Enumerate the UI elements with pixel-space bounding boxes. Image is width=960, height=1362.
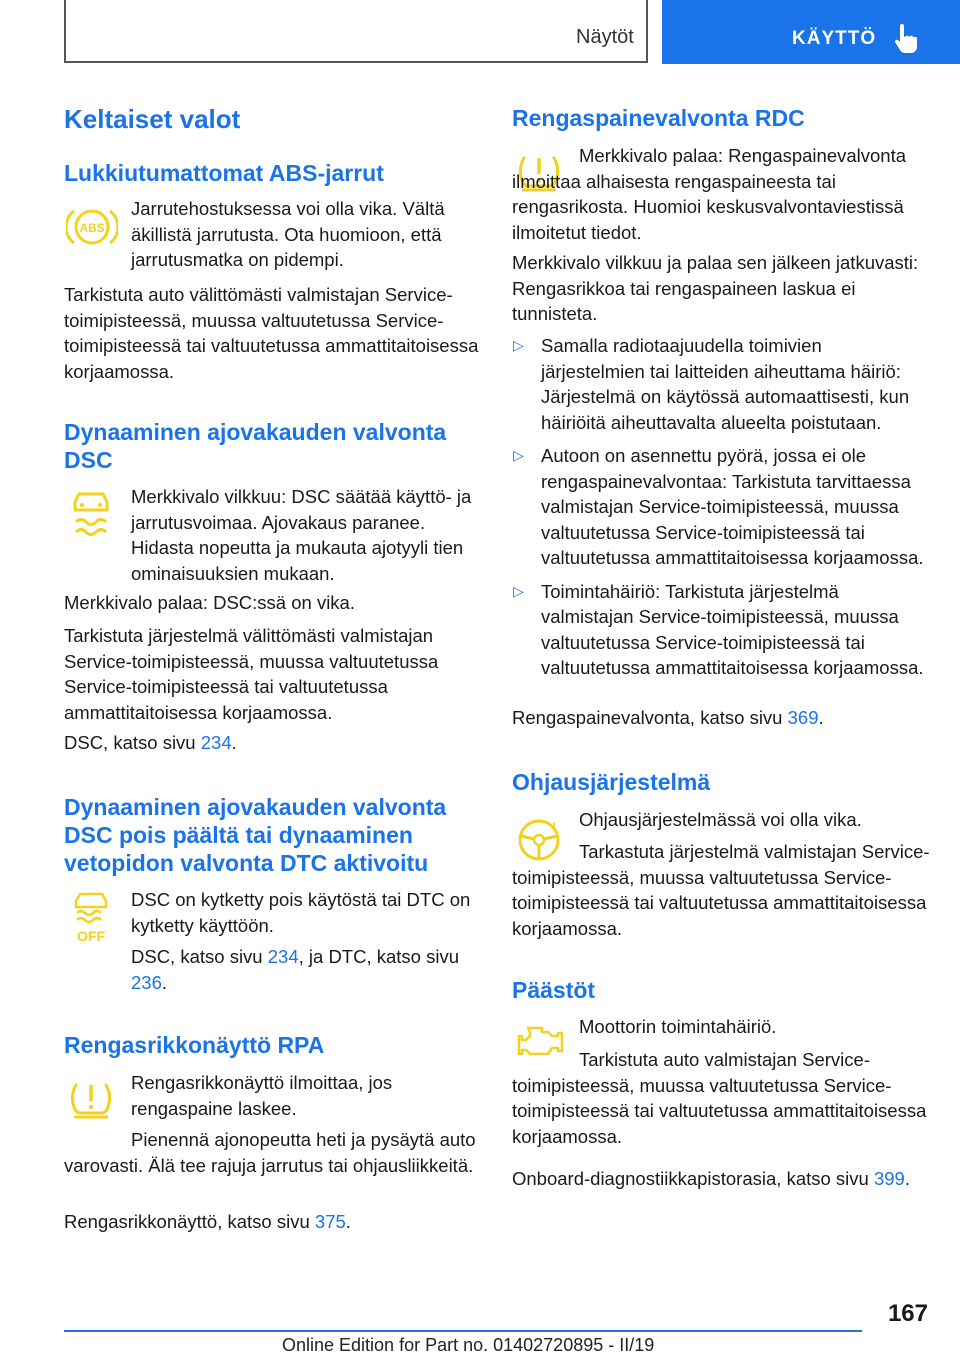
emissions-heading: Päästöt xyxy=(512,977,596,1003)
rdc-bullet-list xyxy=(512,333,930,689)
rdc-paragraph-2: Merkkivalo vilkkuu ja palaa sen jälkeen jatkuvasti: Rengasrikkoa tai rengaspaineen laskua ei tunnisteta. xyxy=(512,252,919,324)
rdc-bullet-1-text: Samalla radiotaajuudella toimivien järjestelmien tai laitteiden aiheuttama häiriö: Järjestelmä on käytössä automaattisesti, kun häiriöitä aiheuttavalta alueelta poistutaan. xyxy=(541,335,910,433)
dsc-off-ref-mid: , ja DTC, katso sivu xyxy=(298,946,460,967)
bullet-triangle-icon: ▷ xyxy=(513,447,524,463)
emissions-reference xyxy=(512,1166,930,1192)
header-chapter-tab[interactable] xyxy=(662,0,960,64)
rdc-reference-end: . xyxy=(818,707,824,728)
rpa-reference xyxy=(64,1209,480,1235)
emissions-reference-end: . xyxy=(904,1168,910,1189)
footer-edition: Online Edition for Part no. 01402720895 - II/19 xyxy=(282,1335,655,1355)
abs-heading: Lukkiutumattomat ABS-jarrut xyxy=(64,160,384,186)
list-item xyxy=(512,579,930,681)
emissions-paragraph-2: Tarkistuta auto valmistajan Service-toimipisteessä, muussa valtuutetussa Service-toimipisteessä tai valtuutetussa ammattitaitoisessa korjaamossa. xyxy=(512,1049,927,1147)
rpa-reference-end: . xyxy=(345,1211,351,1232)
rpa-page-link[interactable]: 375 xyxy=(314,1211,346,1232)
bullet-triangle-icon: ▷ xyxy=(513,582,524,599)
rdc-reference-text: Rengaspainevalvonta, katso sivu xyxy=(512,707,788,728)
dsc-reference-end: . xyxy=(231,732,237,753)
dsc-off-page-link-1[interactable]: 234 xyxy=(267,946,299,967)
dsc-off-paragraph-1: DSC on kytketty pois käytöstä tai DTC on kytketty käyttöön. xyxy=(131,889,471,936)
page-title: Keltaiset valot xyxy=(64,104,241,134)
dsc-off-ref-end: . xyxy=(161,971,168,993)
dsc-paragraph-3: Tarkistuta järjestelmä välittömästi valmistajan Service-toimipisteessä, muussa valtuutetussa Service-toimipisteessä tai valtuutetussa ammattitaitoisessa korjaamossa. xyxy=(64,625,439,723)
dsc-paragraph-2: Merkkivalo palaa: DSC:ssä on vika. xyxy=(64,592,355,613)
emissions-page-link[interactable]: 399 xyxy=(873,1168,905,1189)
svg-text:!: ! xyxy=(552,820,556,834)
rdc-bullet-2-text: Autoon on asennettu pyörä, jossa ei ole rengaspainevalvontaa: Tarkistuta tarvittaessa valmistajan Service-toimipisteessä, muussa valtuutetussa Service-toimipisteessä tai valtuutetussa ammattitaitoisessa korjaamossa. xyxy=(541,445,924,568)
rdc-page-link[interactable]: 369 xyxy=(787,707,819,728)
emissions-reference-text: Onboard-diagnostiikkapistorasia, katso sivu xyxy=(512,1168,874,1189)
dsc-off-reference xyxy=(64,944,480,995)
rdc-paragraph-1: Merkkivalo palaa: Rengaspainevalvonta ilmoittaa alhaisesta rengaspaineesta tai rengasrikosta. Huomioi keskusvalvontaviestissä ilmoitetut tiedot. xyxy=(512,145,907,243)
dsc-heading: Dynaaminen ajovakauden valvonta DSC xyxy=(64,419,447,473)
dsc-off-heading: Dynaaminen ajovakauden valvonta DSC pois päältä tai dynaaminen vetopidon valvonta DTC aktivoitu xyxy=(64,794,447,876)
steering-heading: Ohjausjärjestelmä xyxy=(512,769,711,795)
header-chapter-label: KÄYTTÖ xyxy=(792,28,877,49)
page-number: 167 xyxy=(887,1300,928,1327)
list-item xyxy=(512,443,930,571)
emissions-paragraph-1: Moottorin toimintahäiriö. xyxy=(579,1016,777,1037)
rdc-bullet-3-text: Toimintahäiriö: Tarkistuta järjestelmä valmistajan Service-toimipisteessä, muussa valtuutetussa Service-toimipisteessä tai valtuutetussa ammattitaitoisessa korjaamossa. xyxy=(541,580,924,678)
rpa-heading: Rengasrikkonäyttö RPA xyxy=(64,1032,325,1058)
svg-text:OFF: OFF xyxy=(77,928,105,944)
footer-divider xyxy=(64,1330,862,1332)
abs-paragraph-2: Tarkistuta auto välittömästi valmistajan Service-toimipisteessä, muussa valtuutetussa Service-toimipisteessä tai valtuutetussa ammattitaitoisessa korjaamossa. xyxy=(64,284,479,382)
abs-paragraph-1: Jarrutehostuksessa voi olla vika. Vältä äkillistä jarrutusta. Ota huomioon, että jarrutusmatka on pidempi. xyxy=(131,198,445,270)
svg-text:ABS: ABS xyxy=(79,221,105,235)
dsc-reference xyxy=(64,730,480,756)
dsc-off-page-link-2[interactable]: 236 xyxy=(131,971,162,993)
list-item xyxy=(512,333,930,435)
header-box xyxy=(64,0,648,63)
pointing-hand-icon xyxy=(894,24,920,54)
dsc-paragraph-1: Merkkivalo vilkkuu: DSC säätää käyttö- ja jarrutusvoimaa. Ajovakaus paranee. Hidasta nopeutta ja mukauta ajotyyli tien ominaisuuksien mukaan. xyxy=(131,486,472,584)
rpa-paragraph-2: Pienennä ajonopeutta heti ja pysäytä auto varovasti. Älä tee rajuja jarrutus tai ohjausliikkeitä. xyxy=(64,1129,476,1176)
dsc-off-ref1-text: DSC, katso sivu xyxy=(131,946,268,967)
steering-paragraph-1: Ohjausjärjestelmässä voi olla vika. xyxy=(579,809,862,830)
rdc-reference xyxy=(512,705,930,731)
header-section-title: Näytöt xyxy=(576,26,634,48)
rpa-reference-text: Rengasrikkonäyttö, katso sivu xyxy=(64,1211,315,1232)
steering-paragraph-2: Tarkastuta järjestelmä valmistajan Service-toimipisteessä, muussa valtuutetussa Service-toimipisteessä tai valtuutetussa ammattitaitoisessa korjaamossa. xyxy=(512,841,930,939)
rpa-paragraph-1: Rengasrikkonäyttö ilmoittaa, jos rengaspaine laskee. xyxy=(131,1072,393,1119)
dsc-page-link[interactable]: 234 xyxy=(200,732,232,753)
rdc-heading: Rengaspainevalvonta RDC xyxy=(512,105,805,131)
dsc-reference-text: DSC, katso sivu xyxy=(64,732,201,753)
bullet-triangle-icon: ▷ xyxy=(513,337,524,353)
